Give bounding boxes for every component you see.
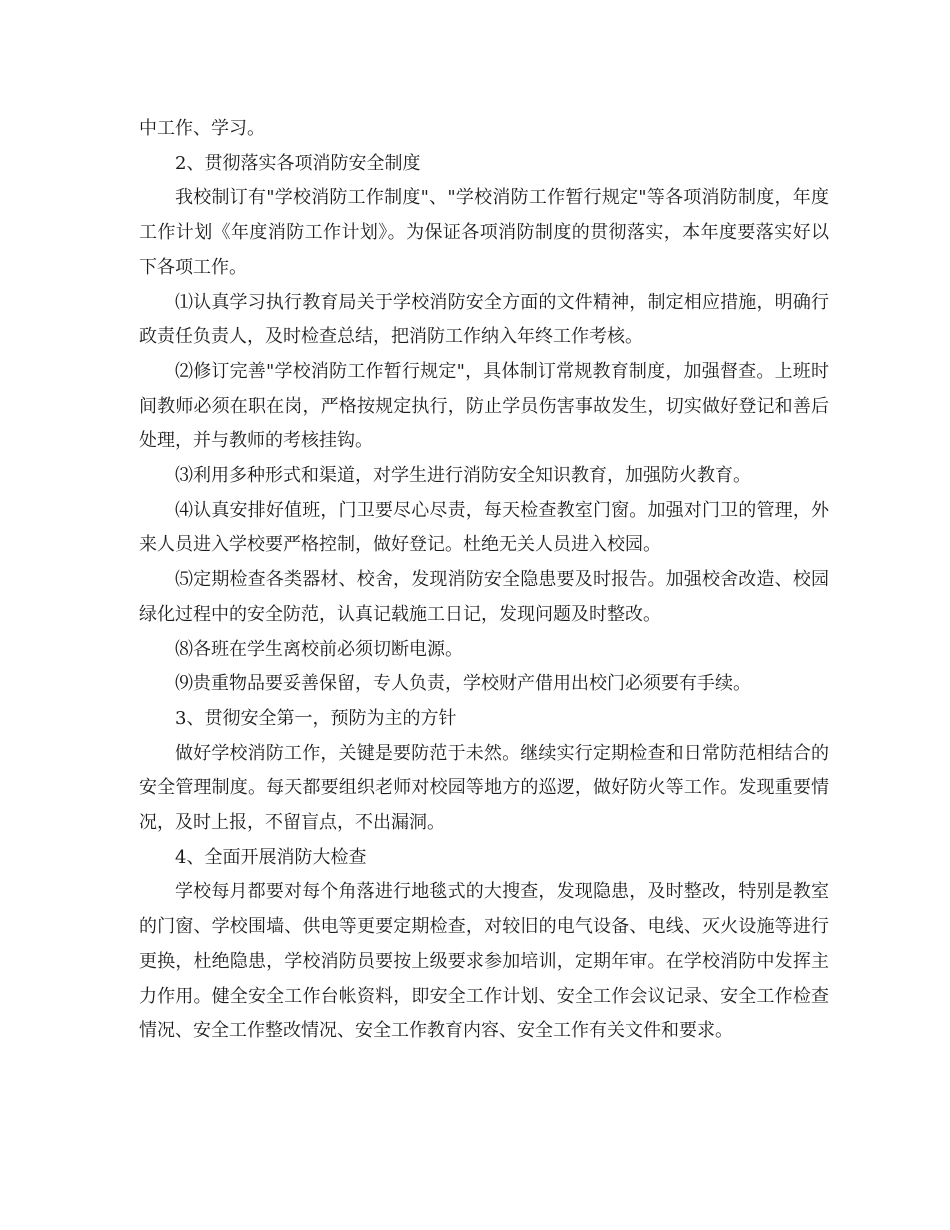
list-item-1: ⑴认真学习执行教育局关于学校消防安全方面的文件精神，制定相应措施，明确行政责任负责人，及时检查总结，把消防工作纳入年终工作考核。 — [139, 291, 829, 348]
document-body — [139, 112, 829, 1049]
section-heading-4: 4、全面开展消防大检查 — [175, 846, 367, 868]
list-item-9: ⑼贵重物品要妥善保留，专人负责，学校财产借用出校门必须要有手续。 — [175, 673, 751, 695]
paragraph-continuation: 中工作、学习。 — [139, 118, 265, 139]
list-item-3: ⑶利用多种形式和渠道，对学生进行消防安全知识教育，加强防火教育。 — [175, 465, 751, 487]
list-item-2: ⑵修订完善"学校消防工作暂行规定"，具体制订常规教育制度，加强督查。上班时间教师必须在职在岗，严格按规定执行，防止学员伤害事故发生，切实做好登记和善后处理，并与教师的考核挂钩。 — [139, 360, 829, 452]
list-item-5: ⑸定期检查各类器材、校舍，发现消防安全隐患要及时报告。加强校舍改造、校园绿化过程中的安全防范，认真记载施工日记，发现问题及时整改。 — [139, 569, 829, 625]
list-item-8: ⑻各班在学生离校前必须切断电源。 — [175, 638, 463, 660]
paragraph: 学校每月都要对每个角落进行地毯式的大搜查，发现隐患，及时整改，特别是教室的门窗、学校围墙、供电等更要定期检查，对较旧的电气设备、电线、灭火设施等进行更换，杜绝隐患，学校消防员要按上级要求参加培训，定期年审。在学校消防中发挥主力作用。健全安全工作台帐资料，即安全工作计划、安全工作会议记录、安全工作检查情况、安全工作整改情况、安全工作教育内容、安全工作有关文件和要求。 — [139, 881, 829, 1042]
section-heading-2: 2、贯彻落实各项消防安全制度 — [175, 152, 421, 174]
paragraph: 做好学校消防工作，关键是要防范于未然。继续实行定期检查和日常防范相结合的安全管理制度。每天都要组织老师对校园等地方的巡逻，做好防火等工作。发现重要情况，及时上报，不留盲点，不出漏洞。 — [139, 742, 829, 834]
section-heading-3: 3、贯彻安全第一，预防为主的方针 — [175, 707, 457, 729]
paragraph: 我校制订有"学校消防工作制度"、"学校消防工作暂行规定"等各项消防制度，年度工作计划《年度消防工作计划》。为保证各项消防制度的贯彻落实，本年度要落实好以下各项工作。 — [139, 187, 829, 278]
list-item-4: ⑷认真安排好值班，门卫要尽心尽责，每天检查教室门窗。加强对门卫的管理，外来人员进入学校要严格控制，做好登记。杜绝无关人员进入校园。 — [139, 499, 829, 556]
